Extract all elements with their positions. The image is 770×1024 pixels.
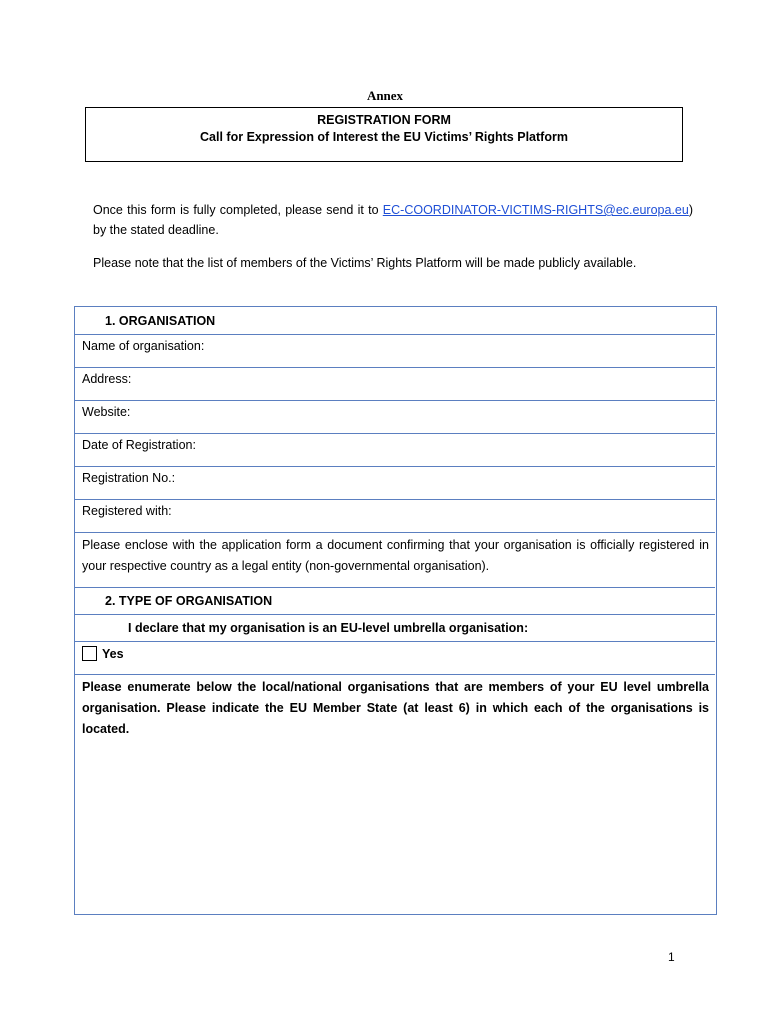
address-field[interactable]: Address: — [75, 368, 715, 401]
intro-text-after: ) by the stated deadline. — [93, 203, 693, 237]
yes-checkbox[interactable] — [82, 646, 97, 661]
form-subtitle: Call for Expression of Interest the EU Victims’ Rights Platform — [200, 130, 568, 144]
coordinator-email-link[interactable]: EC-COORDINATOR-VICTIMS-RIGHTS@ec.europa.eu — [382, 203, 689, 217]
registration-number-field[interactable]: Registration No.: — [75, 467, 715, 500]
member-organisations-field[interactable]: Please enumerate below the local/national organisations that are members of your EU level umbrella organisation. Please indicate the EU Member State (at least 6) in which each of the organisations is located. — [82, 680, 709, 736]
website-field[interactable]: Website: — [75, 401, 715, 434]
annex-heading: Annex — [366, 88, 404, 103]
page-number: 1 — [668, 950, 675, 964]
yes-checkbox-row[interactable] — [75, 642, 715, 675]
section-2-heading: 2. TYPE OF ORGANISATION — [75, 588, 715, 615]
section-1-heading: 1. ORGANISATION — [75, 307, 715, 335]
intro-paragraph-1 — [93, 200, 693, 240]
umbrella-declaration: I declare that my organisation is an EU-level umbrella organisation: — [75, 615, 715, 642]
intro-text-before: Once this form is fully completed, please send it to — [93, 203, 383, 217]
registered-with-field[interactable]: Registered with: — [75, 500, 715, 533]
organisation-name-field[interactable]: Name of organisation: — [75, 335, 715, 368]
form-title: REGISTRATION FORM — [317, 113, 451, 127]
registration-table — [74, 306, 717, 915]
registration-date-field[interactable]: Date of Registration: — [75, 434, 715, 467]
intro-paragraph-2: Please note that the list of members of the Victims’ Rights Platform will be made publicly available. — [93, 256, 637, 270]
title-box — [85, 107, 683, 162]
registration-proof-note: Please enclose with the application form a document confirming that your organisation is officially registered in your respective country as a legal entity (non-governmental organisation). — [75, 533, 715, 588]
yes-label: Yes — [102, 647, 124, 661]
